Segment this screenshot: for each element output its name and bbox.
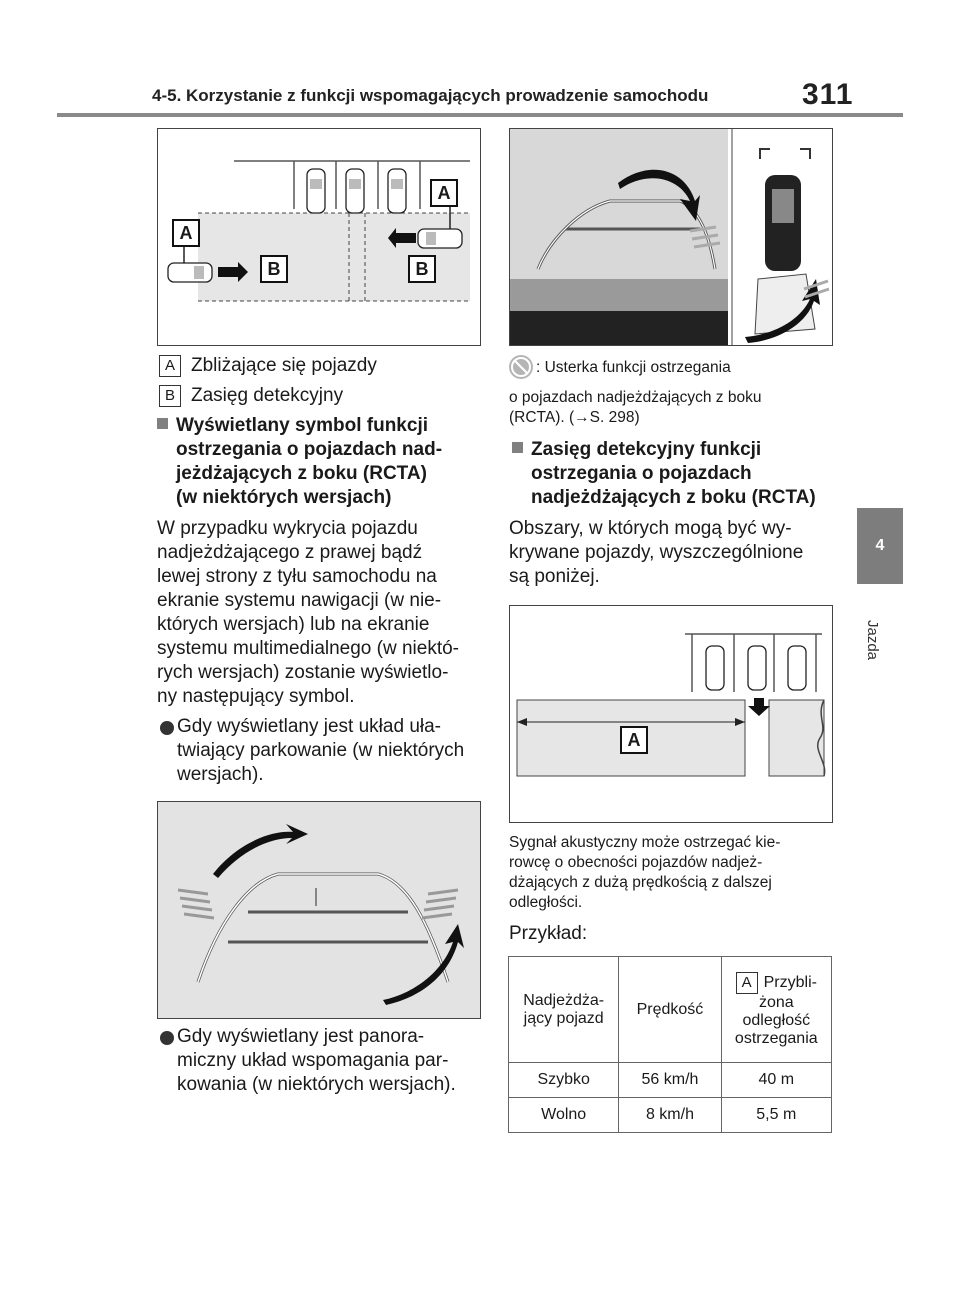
table-header: A Przybli- żona odległość ostrzegania — [721, 957, 831, 1063]
parked-car — [706, 646, 724, 690]
key-a: A — [159, 355, 181, 377]
key-b: B — [159, 385, 181, 407]
detection-range-illustration — [510, 606, 832, 822]
panoramic-view-illustration — [510, 129, 832, 345]
bullet-item: Gdy wyświetlany jest panora- miczny układ wspomagania par- kowania (w niektórych wersjach). — [177, 1026, 456, 1095]
chapter-tab: 4 — [857, 508, 903, 584]
legend-text: Zbliżające się pojazdy — [191, 355, 377, 376]
bullet-item: Gdy wyświetlany jest układ uła- twiający parkowanie (w niektórych wersjach). — [177, 716, 465, 785]
note-text: Sygnał akustyczny może ostrzegać kie- rowcę o obecności pojazdów nadjeż- dżających z dużą prędkością z dalszej odległości. — [509, 834, 781, 911]
bullet-dot-icon — [160, 1031, 174, 1050]
section-body-right: Obszary, w których mogą być wy- krywane pojazdy, wyszczególnione są poniżej. — [509, 518, 804, 587]
parked-car — [307, 169, 325, 213]
detection-range-figure — [509, 605, 833, 823]
detection-zone — [769, 700, 824, 776]
legend-item-a — [159, 354, 377, 378]
square-bullet-icon — [512, 442, 523, 453]
mark-b: B — [408, 255, 436, 283]
parked-car — [346, 169, 364, 213]
section-heading-rcta-symbol: Wyświetlany symbol funkcji ostrzegania o pojazdach nad- jeżdżających z boku (RCTA) (w niektórych wersjach) — [157, 414, 487, 510]
chapter-title: 4-5. Korzystanie z funkcji wspomagających prowadzenie samochodu — [152, 86, 709, 105]
parked-car — [788, 646, 806, 690]
mark-a: A — [172, 219, 200, 247]
key-a: A — [736, 972, 758, 994]
rear-camera-guides-illustration — [158, 802, 480, 1018]
approaching-car — [418, 229, 462, 248]
table-row: Wolno 8 km/h 5,5 m — [509, 1098, 832, 1133]
malfunction-text-cont: o pojazdach nadjeżdżających z boku (RCTA). (→S. 298) — [509, 389, 762, 426]
bullet-dot-icon — [160, 721, 174, 740]
legend-item-b — [159, 384, 343, 408]
rcta-malfunction-icon — [509, 355, 533, 379]
arrow-down-icon — [748, 698, 770, 716]
mark-a: A — [430, 179, 458, 207]
parked-car — [748, 646, 766, 690]
panoramic-view-figure — [509, 128, 833, 346]
speed-distance-table — [508, 956, 832, 1133]
chapter-label: Jazda — [864, 620, 881, 661]
parking-assist-display-figure — [157, 801, 481, 1019]
square-bullet-icon — [157, 418, 168, 429]
parked-car — [388, 169, 406, 213]
mark-a: A — [620, 726, 648, 754]
legend-text: Zasięg detekcyjny — [191, 385, 344, 406]
section-body: W przypadku wykrycia pojazdu nadjeżdżającego z prawej bądź lewej strony z tyłu samochodu na ekranie systemu nawigacji (w nie- których wersjach) lub na ekranie systemu multimedialnego (w niektó- rych wersjach) zostanie wyświetlo- ny następujący symbol. — [157, 518, 460, 707]
example-label: Przykład: — [509, 923, 588, 944]
detection-area-figure — [157, 128, 481, 346]
table-header: Nadjeżdża- jący pojazd — [509, 957, 619, 1063]
section-heading-detection-range: Zasięg detekcyjny funkcji ostrzegania o pojazdach nadjeżdżających z boku (RCTA) — [512, 438, 842, 510]
parking-lot-illustration — [158, 129, 480, 345]
table-row: Szybko 56 km/h 40 m — [509, 1063, 832, 1098]
page-number: 311 — [802, 78, 854, 111]
approaching-car — [168, 263, 212, 282]
table-header: Prędkość — [619, 957, 721, 1063]
malfunction-text: : Usterka funkcji ostrzegania — [536, 359, 731, 376]
header-rule — [57, 113, 903, 117]
mark-b: B — [260, 255, 288, 283]
